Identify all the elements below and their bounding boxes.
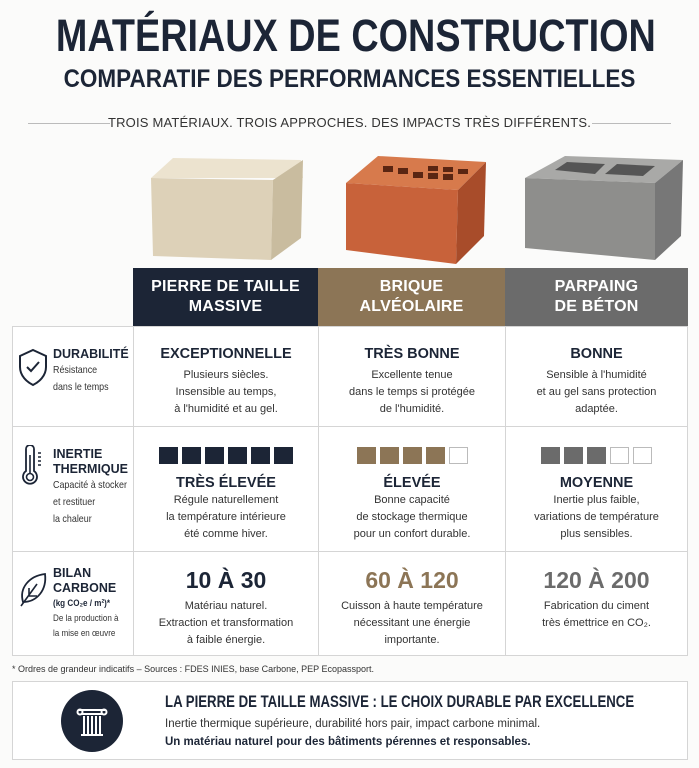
inertia-value: TRÈS ÉLEVÉE xyxy=(176,475,276,491)
criterion-desc: dans le temps xyxy=(53,381,109,393)
durability-value: EXCEPTIONNELLE xyxy=(160,346,292,362)
cell-carbon-stone xyxy=(134,552,319,656)
criterion-desc: la mise en œuvre xyxy=(53,628,116,639)
rating-square-filled xyxy=(228,447,247,464)
title-line: INERTIE xyxy=(53,447,103,461)
desc-line: variations de température xyxy=(534,511,659,523)
cell-carbon-concrete xyxy=(506,552,687,656)
title-line: CARBONE xyxy=(53,581,117,595)
rating-square-filled xyxy=(274,447,293,464)
cell-inertia-stone xyxy=(134,427,319,552)
footnote: * Ordres de grandeur indicatifs – Sources : FDES INIES, base Carbone, PEP Ecopassport. xyxy=(12,664,375,674)
criterion-durability xyxy=(13,327,134,427)
carbon-value: 10 À 30 xyxy=(185,567,267,593)
criterion-title xyxy=(53,447,133,477)
rating-square-empty xyxy=(449,447,468,464)
desc-line: Bonne capacité xyxy=(374,494,450,506)
column-icon-badge xyxy=(61,690,123,752)
cell-inertia-brick xyxy=(319,427,506,552)
cell-durability-stone xyxy=(134,327,319,427)
rating-square-filled xyxy=(205,447,224,464)
header-stone-line1: PIERRE DE TAILLE xyxy=(151,278,300,295)
rating-square-filled xyxy=(251,447,270,464)
conclusion-line2: Un matériau naturel pour des bâtiments pérennes et responsables. xyxy=(165,736,531,748)
header-brick xyxy=(318,268,505,326)
page-title: MATÉRIAUX DE CONSTRUCTION xyxy=(55,10,656,61)
stone-block-image xyxy=(133,138,318,268)
desc-line: pour un confort durable. xyxy=(353,528,471,540)
criterion-desc: et restituer xyxy=(53,496,96,508)
desc-line: Extraction et transformation xyxy=(158,617,294,629)
durability-value: BONNE xyxy=(570,346,623,362)
rating-square-filled xyxy=(357,447,376,464)
header-brick-line1: BRIQUE xyxy=(379,278,444,295)
inertia-value: ÉLEVÉE xyxy=(383,475,441,491)
desc-line: Plusieurs siècles. xyxy=(183,369,269,381)
cell-carbon-brick xyxy=(319,552,506,656)
leaf-icon xyxy=(17,570,49,610)
thermometer-icon xyxy=(17,445,49,485)
inertia-value: MOYENNE xyxy=(559,475,634,491)
divider xyxy=(592,123,671,124)
criterion-desc: Résistance xyxy=(53,364,98,376)
column-icon xyxy=(61,690,123,752)
criterion-title: DURABILITÉ xyxy=(53,347,129,361)
conclusion-title: LA PIERRE DE TAILLE MASSIVE : LE CHOIX DURABLE PAR EXCELLENCE xyxy=(165,693,635,711)
carbon-value: 120 À 200 xyxy=(543,567,650,593)
desc-line: Excellente tenue xyxy=(371,369,453,381)
title-line: BILAN xyxy=(53,566,92,580)
desc-line: dans le temps si protégée xyxy=(349,386,475,398)
criterion-desc: la chaleur xyxy=(53,513,92,525)
rating-square-filled xyxy=(587,447,606,464)
desc-line: et au gel sans protection xyxy=(536,386,657,398)
conclusion-line1: Inertie thermique supérieure, durabilité hors pair, impact carbone minimal. xyxy=(165,718,541,730)
rating-square-filled xyxy=(380,447,399,464)
desc-line: Cuisson à haute température xyxy=(341,600,483,612)
desc-line: à l'humidité et au gel. xyxy=(174,403,278,415)
inertia-rating xyxy=(506,447,687,464)
header-concrete-line2: DE BÉTON xyxy=(554,298,639,315)
desc-line: nécessitant une énergie xyxy=(353,617,471,629)
desc-line: été comme hiver. xyxy=(184,528,268,540)
desc-line: Fabrication du ciment xyxy=(543,600,650,612)
brick-image xyxy=(318,138,505,268)
criterion-desc: Capacité à stocker xyxy=(53,479,127,491)
desc-line: Matériau naturel. xyxy=(184,600,268,612)
desc-line: Inertie plus faible, xyxy=(553,494,640,506)
rating-square-filled xyxy=(159,447,178,464)
rating-square-filled xyxy=(182,447,201,464)
criterion-unit: (kg CO₂e / m²)* xyxy=(53,598,110,609)
criterion-carbon xyxy=(13,552,134,656)
rating-square-empty xyxy=(610,447,629,464)
concrete-block-image xyxy=(505,138,688,268)
header-stone-line2: MASSIVE xyxy=(188,298,263,315)
title-line: THERMIQUE xyxy=(53,462,128,476)
desc-line: plus sensibles. xyxy=(560,528,633,540)
criterion-desc: De la production à xyxy=(53,613,119,624)
desc-line: importante. xyxy=(384,634,440,646)
rating-square-filled xyxy=(426,447,445,464)
inertia-rating xyxy=(319,447,505,464)
criterion-inertia xyxy=(13,427,134,552)
desc-line: adaptée. xyxy=(575,403,618,415)
cell-durability-brick xyxy=(319,327,506,427)
header-concrete xyxy=(505,268,688,326)
rating-square-filled xyxy=(564,447,583,464)
desc-line: Insensible au temps, xyxy=(175,386,277,398)
comparison-table xyxy=(12,326,688,656)
inertia-rating xyxy=(134,447,318,464)
cell-inertia-concrete xyxy=(506,427,687,552)
desc-line: Régule naturellement xyxy=(173,494,279,506)
cell-durability-concrete xyxy=(506,327,687,427)
rating-square-filled xyxy=(403,447,422,464)
header-stone xyxy=(133,268,318,326)
desc-line: de stockage thermique xyxy=(356,511,468,523)
carbon-value: 60 À 120 xyxy=(365,567,459,593)
desc-line: la température intérieure xyxy=(166,511,286,523)
rating-square-empty xyxy=(633,447,652,464)
desc-line: très émettrice en CO₂. xyxy=(542,617,651,629)
desc-line: Sensible à l'humidité xyxy=(546,369,647,381)
page-subtitle: COMPARATIF DES PERFORMANCES ESSENTIELLES xyxy=(63,65,636,93)
shield-check-icon xyxy=(17,347,49,387)
desc-line: de l'humidité. xyxy=(379,403,445,415)
durability-value: TRÈS BONNE xyxy=(364,346,460,362)
tagline: TROIS MATÉRIAUX. TROIS APPROCHES. DES IMPACTS TRÈS DIFFÉRENTS. xyxy=(107,115,592,130)
header-concrete-line1: PARPAING xyxy=(554,278,639,295)
rating-square-filled xyxy=(541,447,560,464)
desc-line: à faible énergie. xyxy=(186,634,266,646)
criterion-title xyxy=(53,566,133,596)
header-brick-line2: ALVÉOLAIRE xyxy=(359,298,464,315)
